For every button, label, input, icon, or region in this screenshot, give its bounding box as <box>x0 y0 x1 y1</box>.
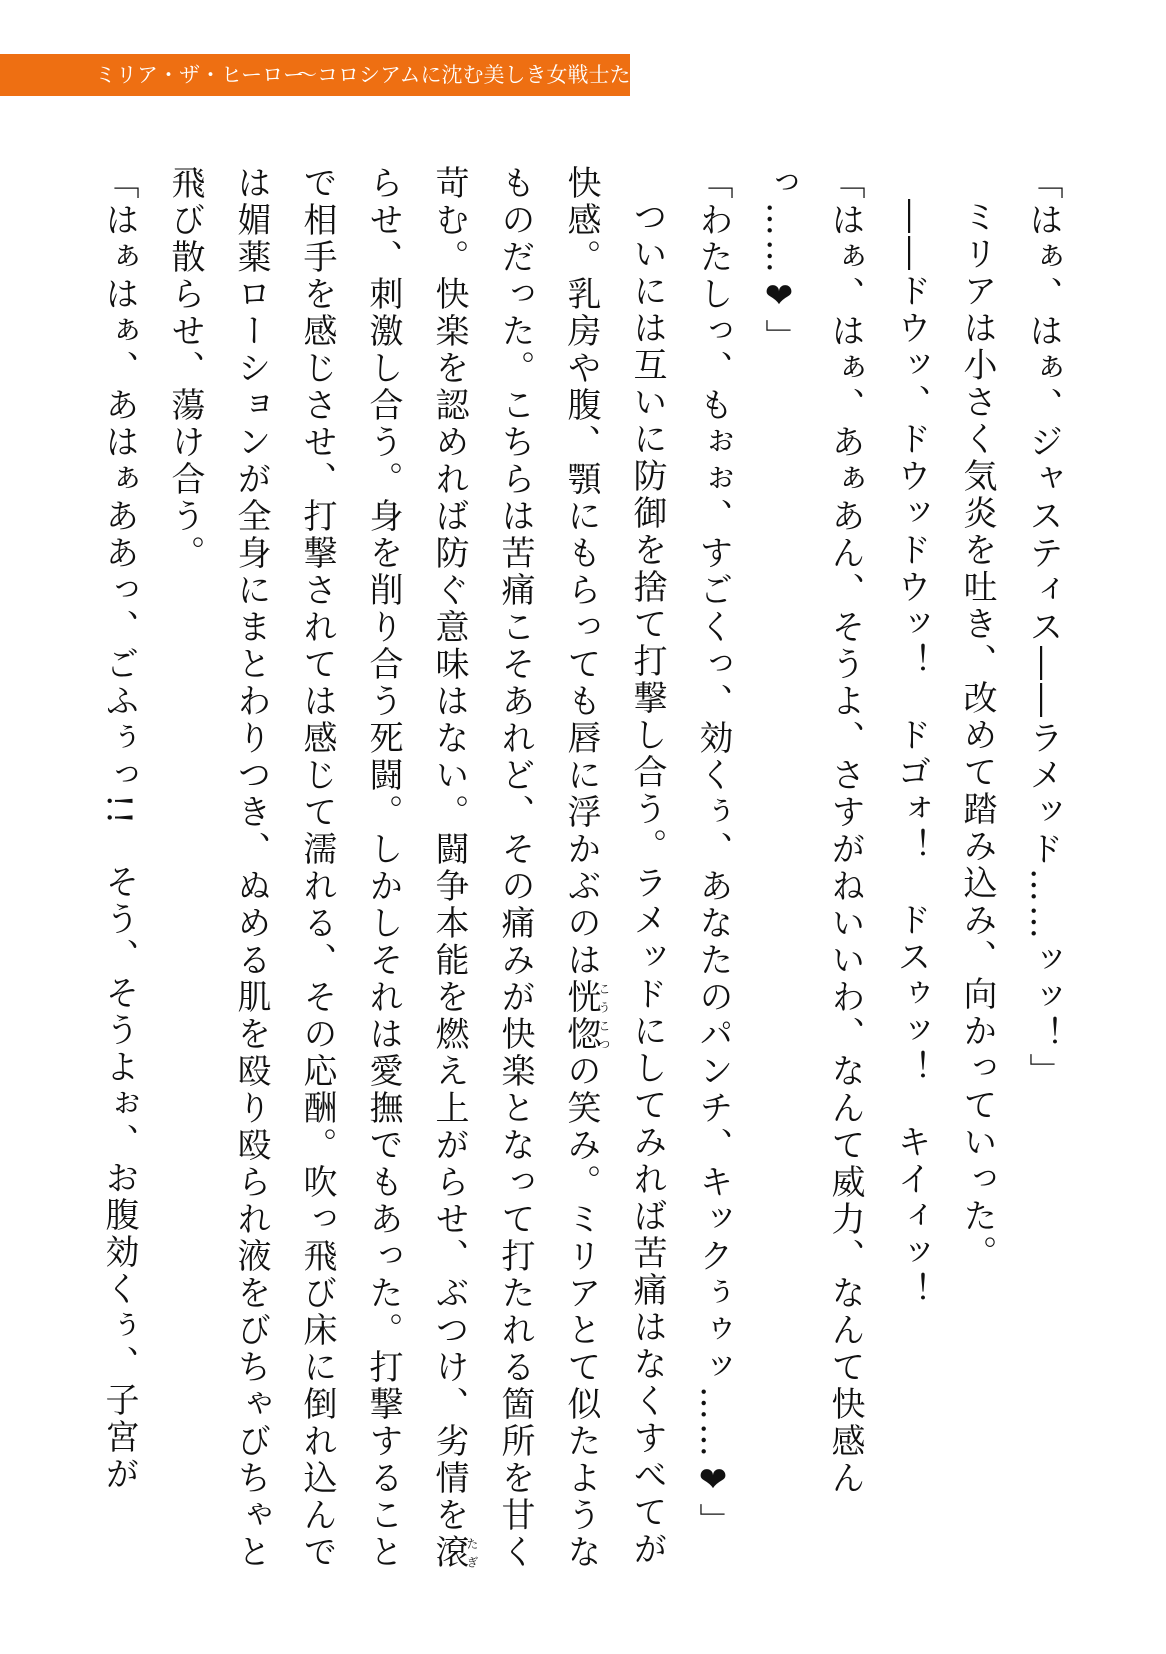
ruby-koukotsu <box>561 979 611 1053</box>
book-subtitle: ～コロシアムに沈む美しき女戦士たち～ <box>296 63 673 87</box>
ruby-reading: たぎ <box>465 1534 479 1571</box>
ruby-base: 恍惚 <box>561 979 601 1053</box>
paragraph <box>152 165 680 1575</box>
paragraph: ミリアは小さく気炎を吐き、改めて踏み込み、向かっていった。 <box>957 199 997 1272</box>
ruby-reading: こうこつ <box>597 979 611 1053</box>
paragraph: 「はぁ、はぁ、ジャスティス――ラメッド……ッッ！」 <box>1023 165 1063 1090</box>
paragraph: 「はぁ、はぁ、あぁあん、そうよ、さすがねいいわ、なんて威力、なんて快感んっ……❤」 <box>759 165 865 1497</box>
paragraph: 「はぁはぁ、あはぁああっ、ごふぅっ!! そう、そうよぉ、お腹効くぅ、子宮が <box>99 165 139 1494</box>
paragraph: ――ドウッ、ドウッドウッ！ ドゴォ！ ドスゥッ！ キイィッ！ <box>891 199 931 1309</box>
paragraph-text: の笑み。ミリアとて似たようなものだった。こちらは苦痛こそあれど、その痛みが快楽となって打たれる箇所を甘く苛む。快楽を認めれば防ぐ意味はない。闘争本能を燃え上がらせ、ぶつけ、劣情を <box>429 165 601 1571</box>
vertical-body-text <box>76 165 1076 1575</box>
paragraph: 「わたしっ、もぉぉ、すごくっ、効くぅ、あなたのパンチ、キックぅゥッ……❤」 <box>693 165 733 1540</box>
series-title: ミリア・ザ・ヒーロー <box>95 63 305 87</box>
ruby-base: 滾 <box>429 1534 469 1571</box>
running-header <box>0 54 673 96</box>
ruby-tagi <box>429 1534 479 1571</box>
paragraph-text: らせ、刺激し合う。身を削り合う死闘。しかしそれは愛撫でもあった。打撃することで相手を感じさせ、打撃されては感じて濡れる、その応酬。吹っ飛び床に倒れ込んでは媚薬ローションが全身にまとわりつき、ぬめる肌を殴り殴られ液をびちゃびちゃと飛び散らせ、蕩け合う。 <box>165 165 403 1571</box>
paragraph-text: ついには互いに防御を捨て打撃し合う。ラメッドにしてみれば苦痛はなくすべてが快感。乳房や腹、顎にもらっても唇に浮かぶのは <box>561 165 667 1568</box>
